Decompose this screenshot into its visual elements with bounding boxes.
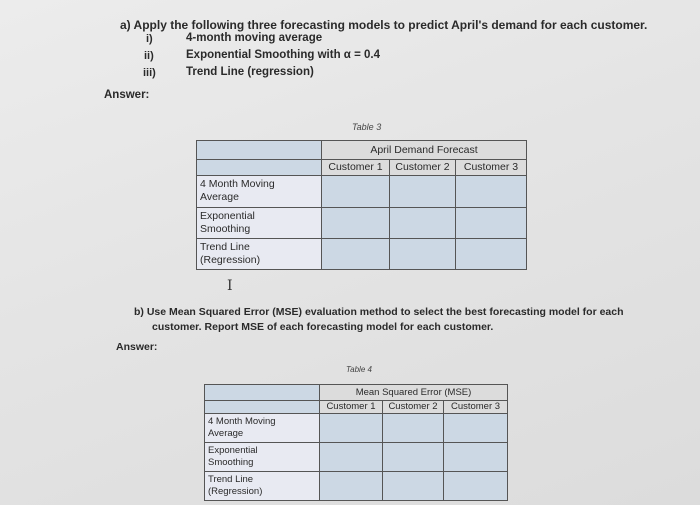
answer-label-a: Answer: [104, 89, 150, 101]
table4-input-cell[interactable] [320, 443, 383, 472]
text-cursor-icon: I [227, 278, 233, 294]
table4-corner-cell [205, 401, 320, 414]
table4-col-header: Customer 3 [444, 401, 508, 414]
list-item-3: Trend Line (regression) [186, 66, 314, 78]
table3-input-cell[interactable] [390, 208, 456, 239]
list-number-3: iii) [143, 67, 156, 79]
table4-input-cell[interactable] [383, 443, 444, 472]
table4 [204, 384, 508, 501]
table3-input-cell[interactable] [322, 239, 390, 270]
list-item-1: 4-month moving average [186, 32, 323, 44]
table4-row-label: 4 Month Moving Average [205, 414, 320, 443]
answer-label-b: Answer: [116, 341, 158, 353]
table4-input-cell[interactable] [320, 472, 383, 501]
question-b-line1: b) Use Mean Squared Error (MSE) evaluation method to select the best forecasting model for each [134, 306, 624, 318]
table4-input-cell[interactable] [444, 472, 508, 501]
table4-input-cell[interactable] [444, 443, 508, 472]
table3-col-header: Customer 2 [390, 160, 456, 176]
question-a: a) Apply the following three forecasting models to predict April's demand for each customer. [120, 18, 648, 32]
table3-row-label: 4 Month Moving Average [197, 176, 322, 208]
table4-group-header: Mean Squared Error (MSE) [320, 385, 508, 401]
table3-row-label: Exponential Smoothing [197, 208, 322, 239]
table3-input-cell[interactable] [456, 208, 527, 239]
table4-input-cell[interactable] [383, 414, 444, 443]
table4-input-cell[interactable] [320, 414, 383, 443]
table3-caption: Table 3 [352, 122, 382, 132]
table3-group-header: April Demand Forecast [322, 141, 527, 160]
table3-corner-cell [197, 160, 322, 176]
list-number-2: ii) [144, 50, 154, 62]
table4-caption: Table 4 [346, 365, 372, 374]
table4-input-cell[interactable] [383, 472, 444, 501]
table4-col-header: Customer 2 [383, 401, 444, 414]
table3-row-label: Trend Line (Regression) [197, 239, 322, 270]
table3-input-cell[interactable] [456, 176, 527, 208]
table3-col-header: Customer 3 [456, 160, 527, 176]
table4-row-label: Exponential Smoothing [205, 443, 320, 472]
list-item-2: Exponential Smoothing with α = 0.4 [186, 49, 380, 61]
table3-input-cell[interactable] [390, 176, 456, 208]
table3 [196, 140, 527, 270]
table4-col-header: Customer 1 [320, 401, 383, 414]
question-b-line2: customer. Report MSE of each forecasting model for each customer. [152, 321, 494, 333]
table3-corner-cell [197, 141, 322, 160]
table3-input-cell[interactable] [390, 239, 456, 270]
table3-input-cell[interactable] [456, 239, 527, 270]
table4-row-label: Trend Line (Regression) [205, 472, 320, 501]
table3-input-cell[interactable] [322, 176, 390, 208]
table3-col-header: Customer 1 [322, 160, 390, 176]
list-number-1: i) [146, 33, 153, 45]
table3-input-cell[interactable] [322, 208, 390, 239]
table4-corner-cell [205, 385, 320, 401]
table4-input-cell[interactable] [444, 414, 508, 443]
